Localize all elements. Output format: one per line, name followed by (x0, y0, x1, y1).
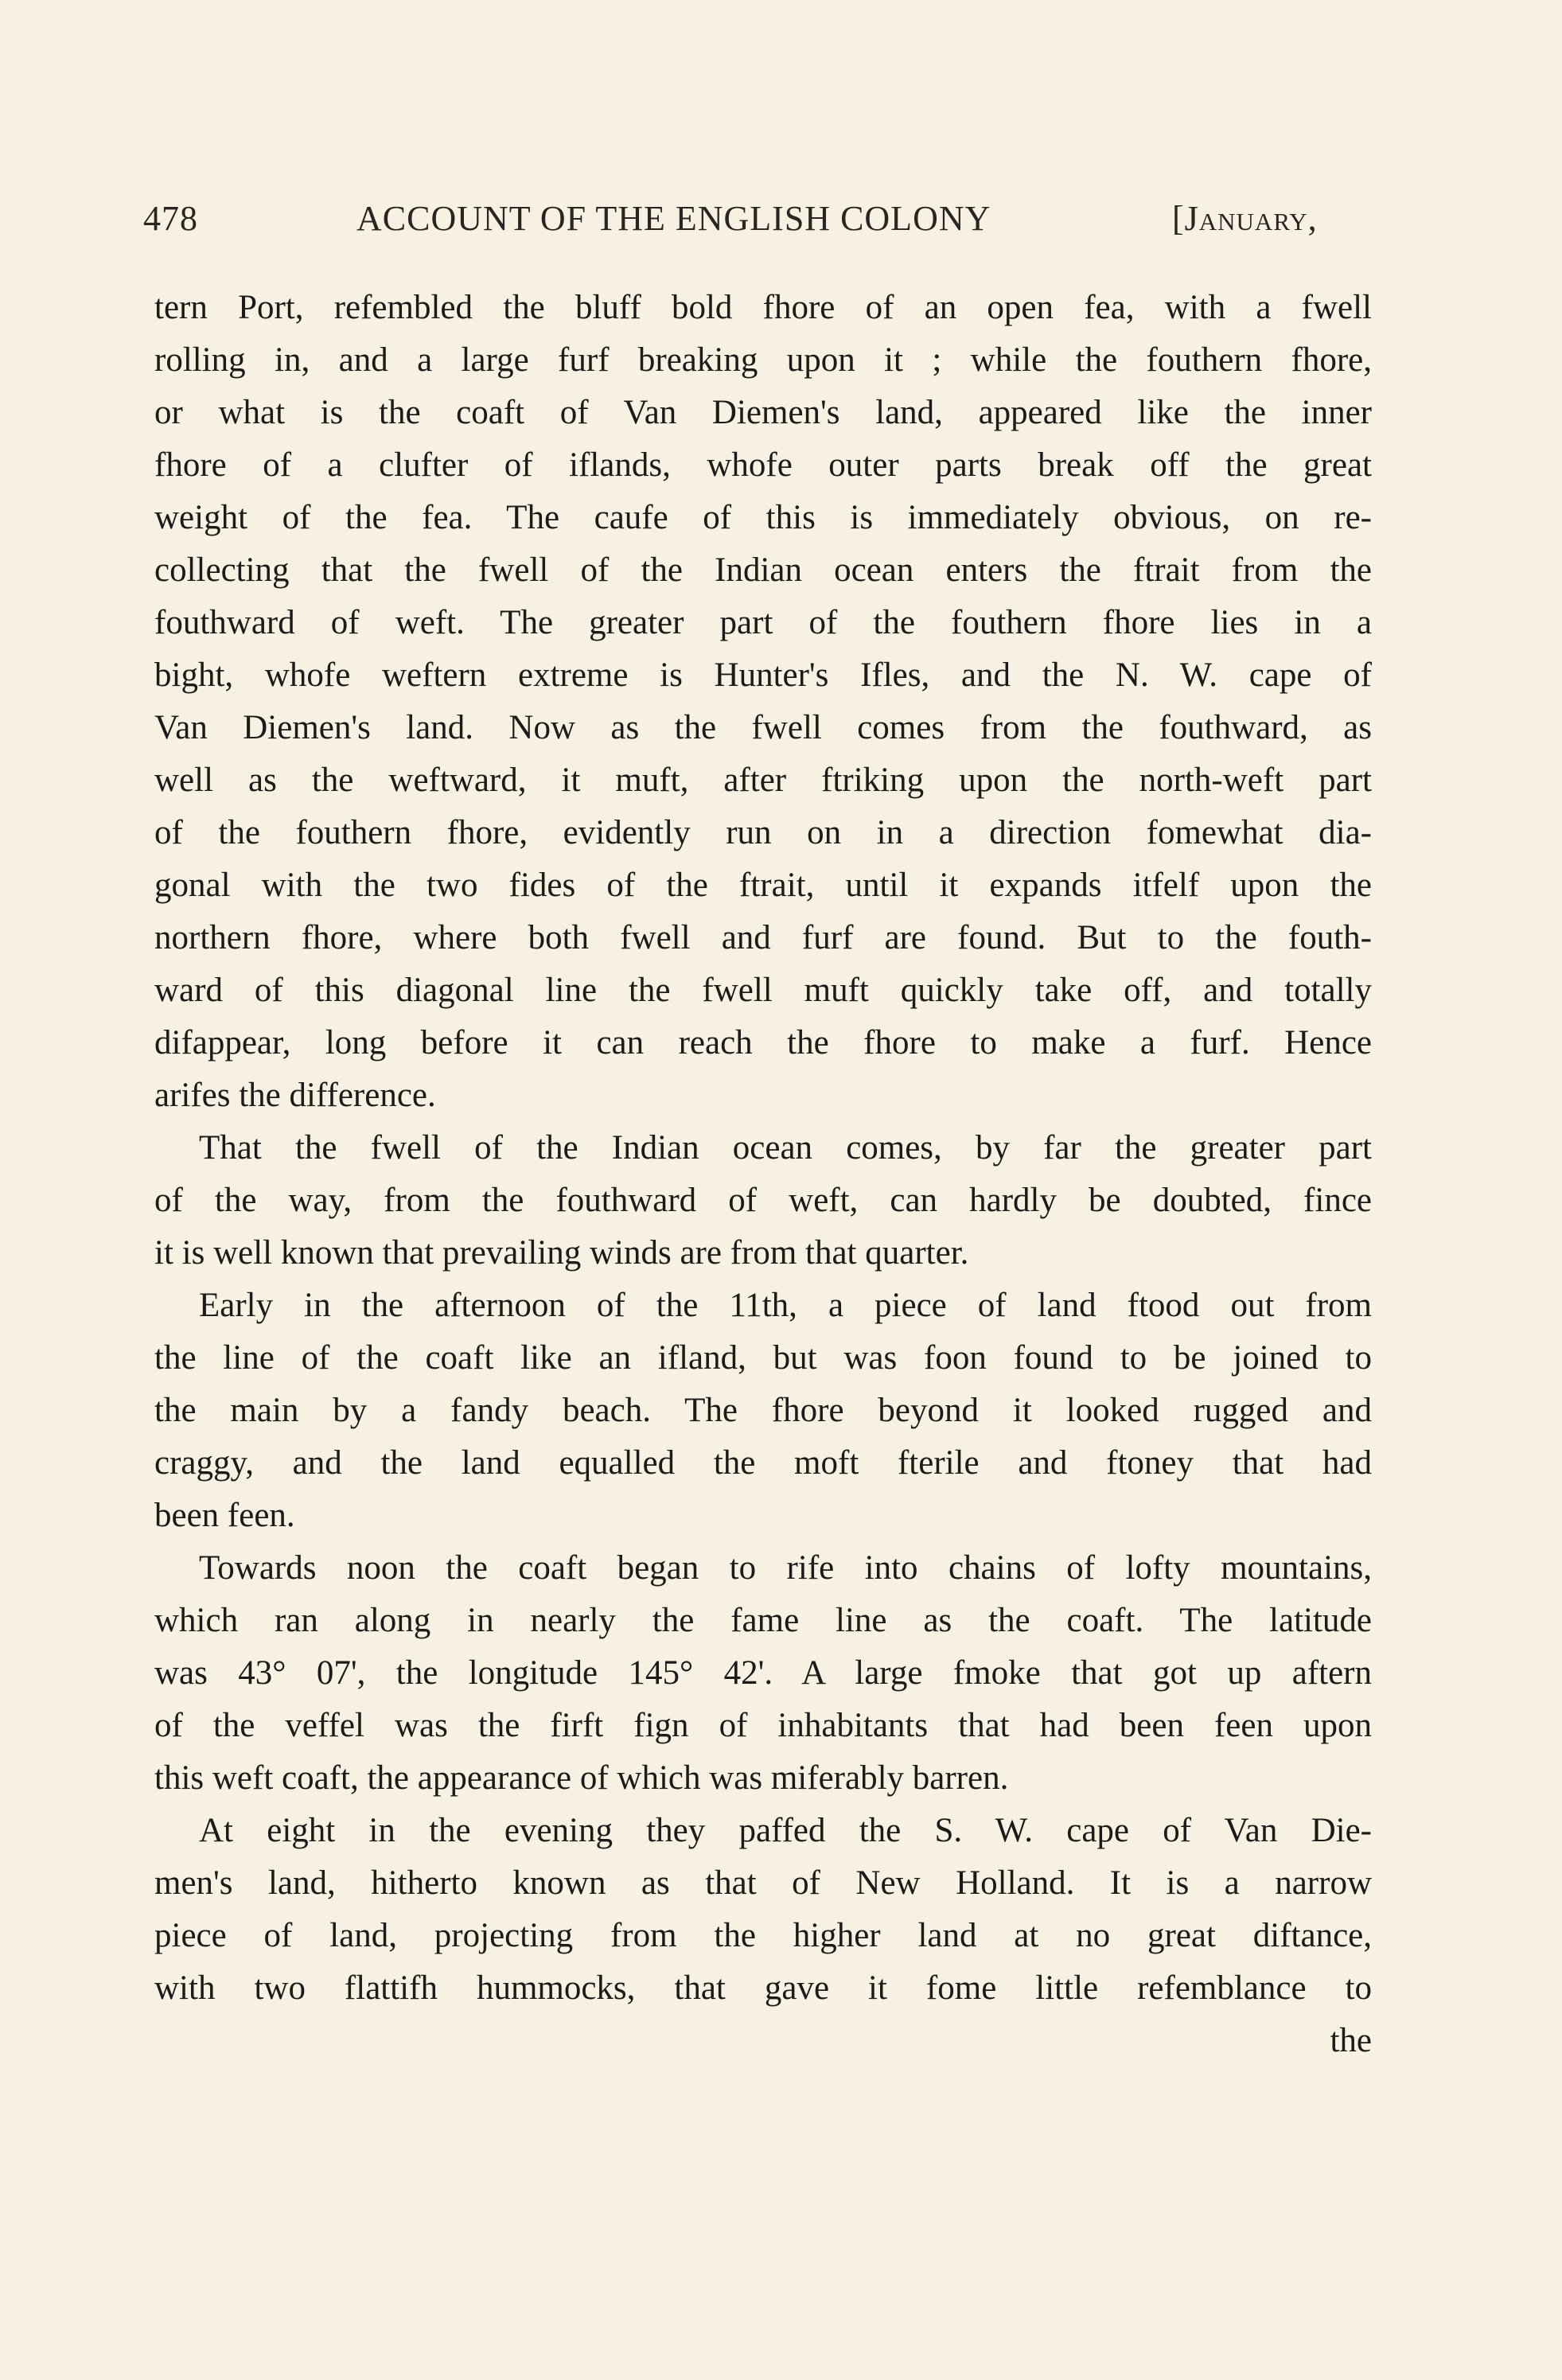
text-line: of the fouthern fhore, evidently run on in a direction fomewhat dia- (154, 814, 1372, 851)
text-line: ward of this diagonal line the fwell muft quickly take off, and totally (154, 972, 1372, 1009)
text-line: of the way, from the fouthward of weft, can hardly be doubted, fince (154, 1182, 1372, 1219)
text-line: this weft coaft, the appearance of which was miferably barren. (154, 1759, 1009, 1797)
paragraph-first-line: At eight in the evening they paffed the S. W. cape of Van Die- (199, 1812, 1372, 1849)
paragraph-first-line: Towards noon the coaft began to rife into chains of lofty mountains, (199, 1549, 1372, 1587)
running-head (126, 191, 1399, 247)
text-line: with two flattifh hummocks, that gave it fome little refemblance to (154, 1969, 1372, 2007)
text-line: northern fhore, where both fwell and furf are found. But to the fouth- (154, 919, 1372, 956)
paragraph-first-line: That the fwell of the Indian ocean comes, by far the greater part (199, 1129, 1372, 1167)
text-line: of the veffel was the firft fign of inhabitants that had been feen upon (154, 1707, 1372, 1744)
text-line: bight, whofe weftern extreme is Hunter's Ifles, and the N. W. cape of (154, 656, 1372, 694)
text-line: the line of the coaft like an ifland, but was foon found to be joined to (154, 1339, 1372, 1377)
text-line: fhore of a clufter of iflands, whofe outer parts break off the great (154, 446, 1372, 484)
text-line: Van Diemen's land. Now as the fwell comes from the fouthward, as (154, 709, 1372, 746)
text-line: the main by a fandy beach. The fhore beyond it looked rugged and (154, 1392, 1372, 1429)
text-line: was 43° 07', the longitude 145° 42'. A large fmoke that got up aftern (154, 1654, 1372, 1692)
body-text (154, 282, 1372, 2067)
catchword: the (1330, 2022, 1372, 2059)
paragraph-first-line: Early in the afternoon of the 11th, a piece of land ftood out from (199, 1287, 1372, 1324)
text-line: or what is the coaft of Van Diemen's land, appeared like the inner (154, 394, 1372, 431)
text-line: been feen. (154, 1497, 295, 1534)
text-line: difappear, long before it can reach the fhore to make a furf. Hence (154, 1024, 1372, 1061)
text-line: rolling in, and a large furf breaking upon it ; while the fouthern fhore, (154, 341, 1372, 379)
text-line: craggy, and the land equalled the moft fterile and ftoney that had (154, 1444, 1372, 1482)
text-line: well as the weftward, it muft, after ftriking upon the north-weft part (154, 762, 1372, 799)
text-line: weight of the fea. The caufe of this is immediately obvious, on re- (154, 499, 1372, 536)
page-number: 478 (143, 199, 198, 238)
text-line: collecting that the fwell of the Indian ocean enters the ftrait from the (154, 551, 1372, 589)
running-title: ACCOUNT OF THE ENGLISH COLONY (356, 199, 991, 238)
text-line: tern Port, refembled the bluff bold fhore of an open fea, with a fwell (154, 289, 1372, 326)
text-line: gonal with the two fides of the ftrait, until it expands itfelf upon the (154, 867, 1372, 904)
running-month: [January, (1172, 199, 1318, 238)
text-line: arifes the difference. (154, 1077, 436, 1114)
text-line: which ran along in nearly the fame line as the coaft. The latitude (154, 1602, 1372, 1639)
text-line: piece of land, projecting from the higher land at no great diftance, (154, 1917, 1372, 1954)
text-line: fouthward of weft. The greater part of the fouthern fhore lies in a (154, 604, 1372, 641)
text-line: it is well known that prevailing winds are from that quarter. (154, 1234, 969, 1272)
text-line: men's land, hitherto known as that of New Holland. It is a narrow (154, 1864, 1372, 1902)
